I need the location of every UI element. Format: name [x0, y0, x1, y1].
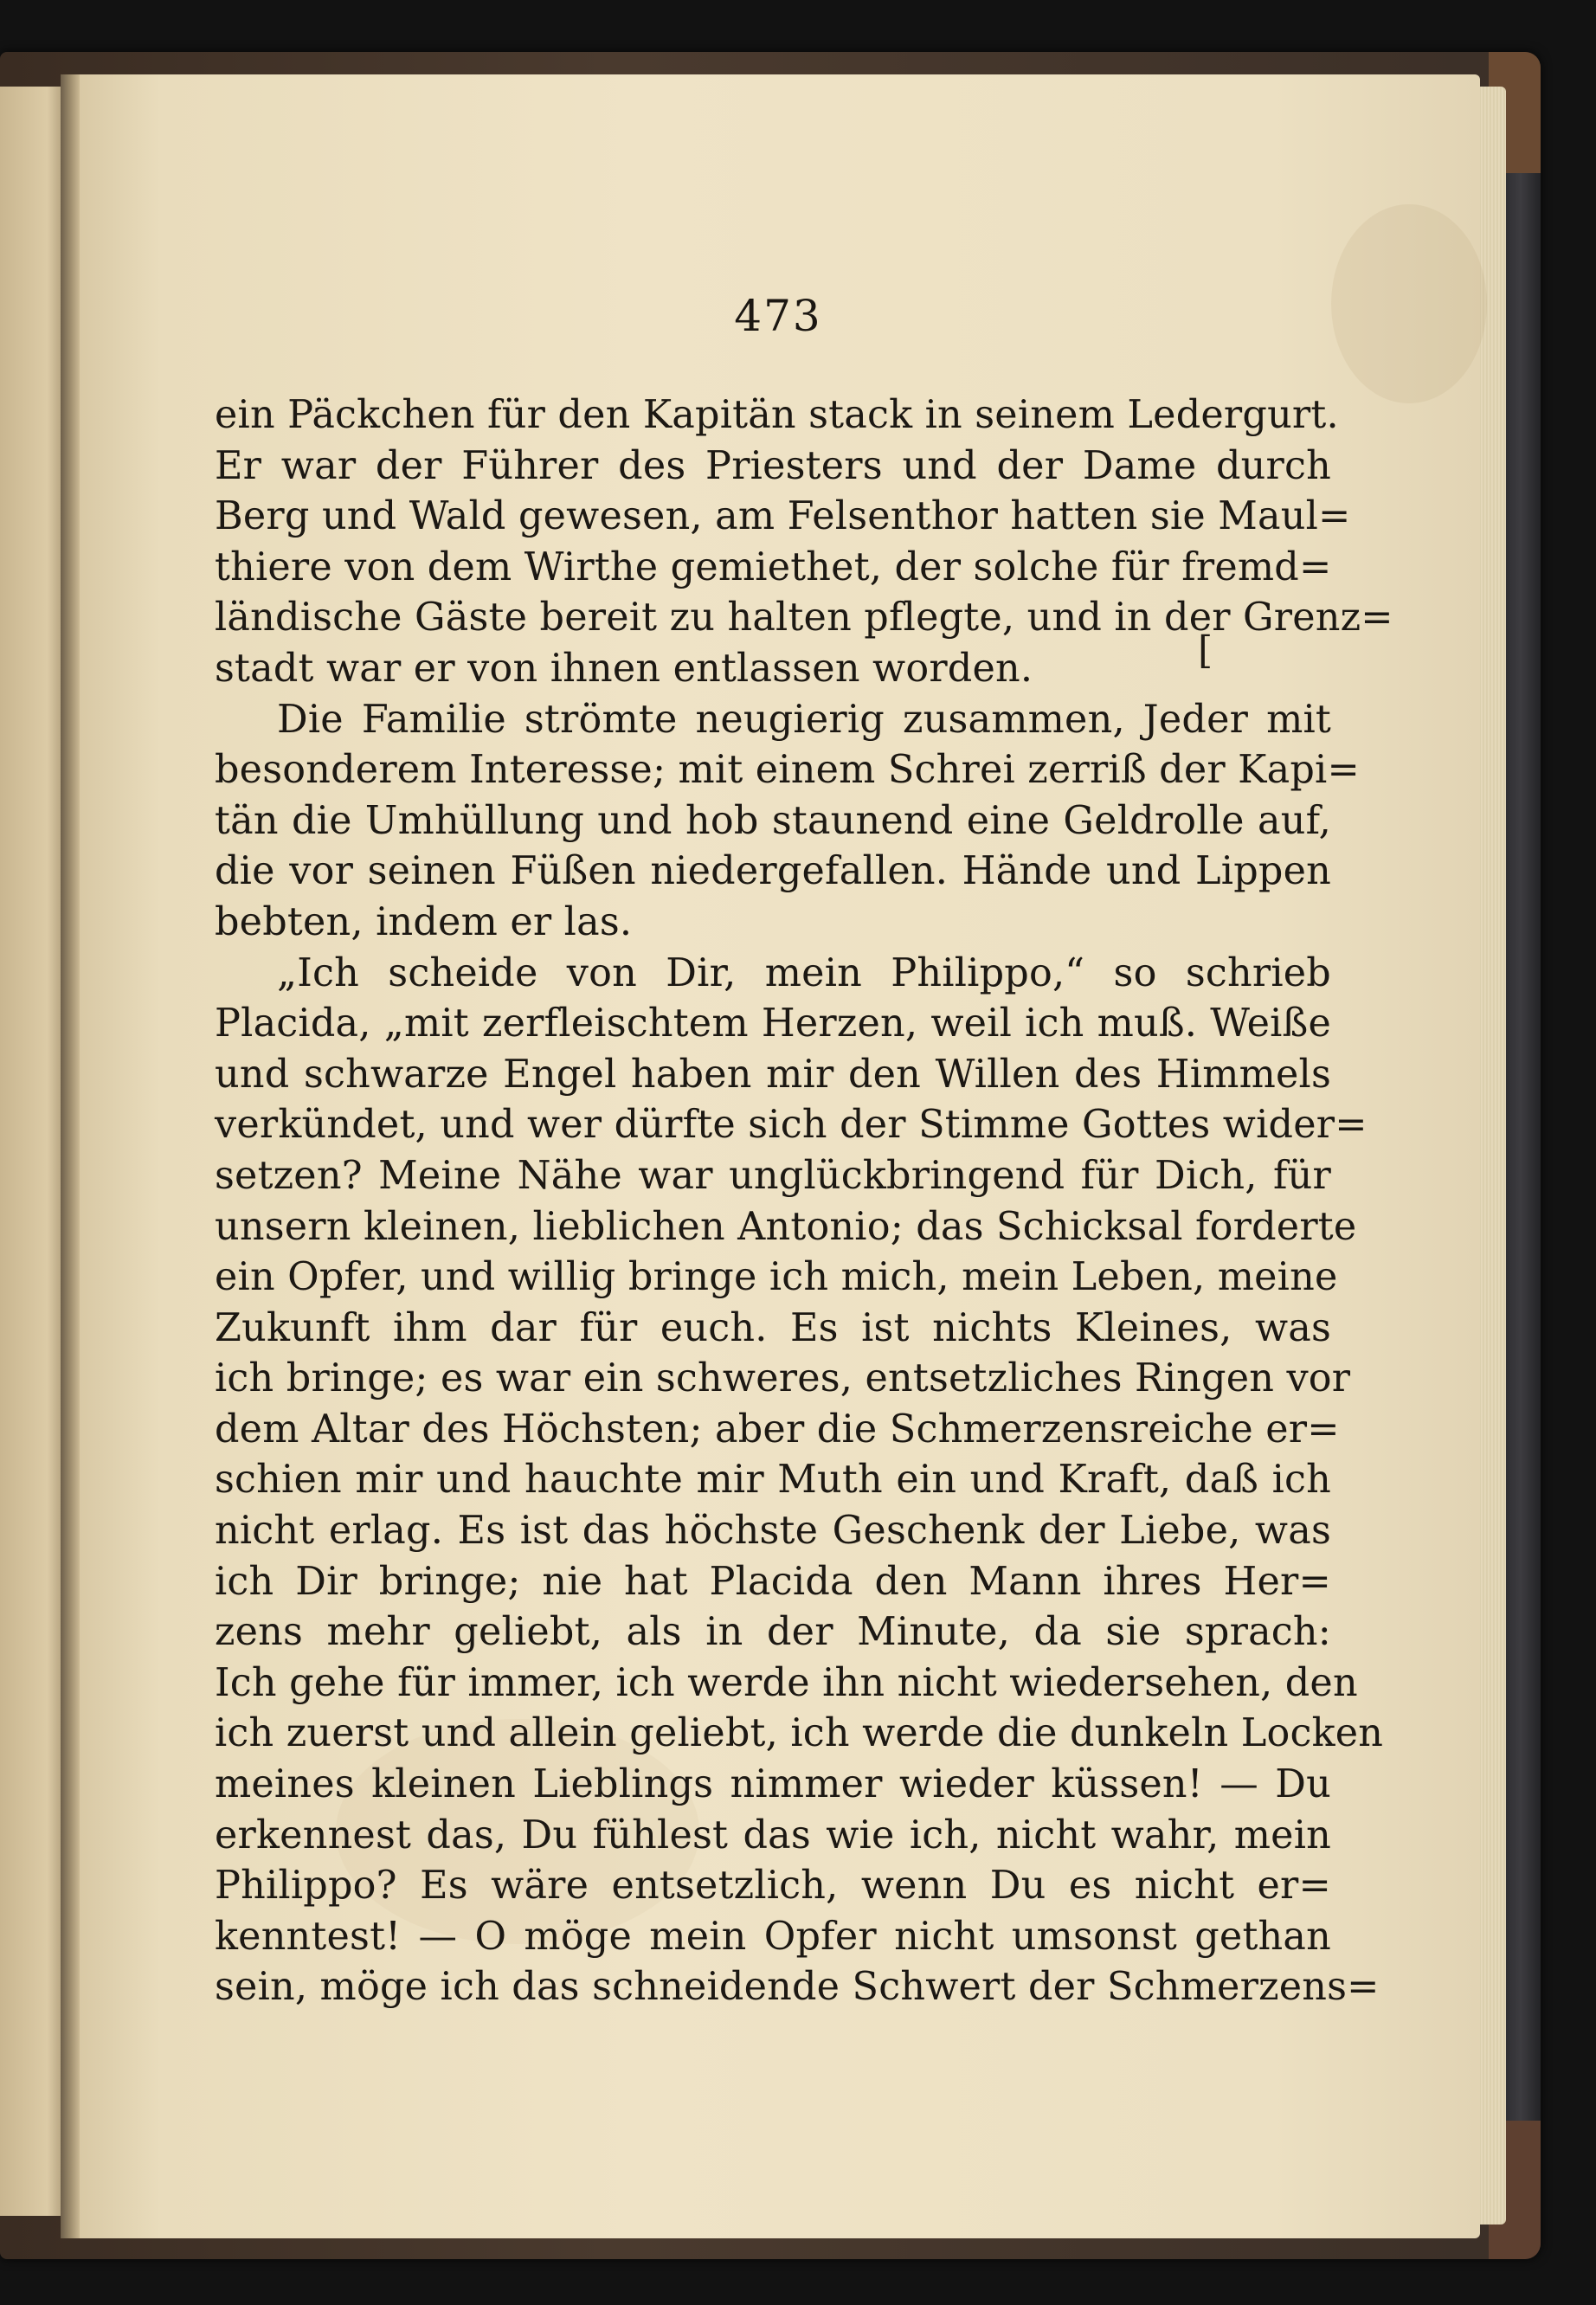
left-page-strip [0, 87, 68, 2216]
text-line: Placida, „mit zerfleischtem Herzen, weil ich muß. Weiße [215, 1001, 1331, 1046]
text-line: tän die Umhüllung und hob staunend eine Geldrolle auf, [215, 798, 1331, 843]
text-line: Berg und Wald gewesen, am Felsenthor hatten sie Maul= [215, 494, 1351, 539]
text-line: ländische Gäste bereit zu halten pflegte, und in der Grenz= [215, 596, 1393, 641]
text-line: stadt war er von ihnen entlassen worden. [215, 646, 1033, 691]
text-line: ein Opfer, und willig bringe ich mich, mein Leben, meine [215, 1255, 1338, 1300]
text-line: Philippo? Es wäre entsetzlich, wenn Du es nicht er= [215, 1864, 1331, 1909]
body-text [215, 390, 1393, 2013]
text-line: ein Päckchen für den Kapitän stack in seinem Ledergurt. [215, 393, 1339, 437]
margin-bracket: [ [1198, 628, 1213, 673]
text-line: schien mir und hauchte mir Muth ein und Kraft, daß ich [215, 1458, 1331, 1503]
text-line: unsern kleinen, lieblichen Antonio; das Schicksal forderte [215, 1204, 1357, 1249]
text-line: verkündet, und wer dürfte sich der Stimme Gottes wider= [215, 1103, 1368, 1148]
text-line: Er war der Führer des Priesters und der Dame durch [215, 443, 1331, 488]
cover-spine-edge [1501, 104, 1541, 2233]
text-line: thiere von dem Wirthe gemiethet, der solche für fremd= [215, 544, 1332, 589]
text-line: „Ich scheide von Dir, mein Philippo,“ so schrieb [277, 950, 1331, 995]
text-line: bebten, indem er las. [215, 899, 633, 944]
text-line: ich Dir bringe; nie hat Placida den Mann ihres Her= [215, 1559, 1331, 1604]
page-number: 473 [734, 291, 822, 341]
text-line: dem Altar des Höchsten; aber die Schmerzensreiche er= [215, 1407, 1340, 1452]
text-line: erkennest das, Du fühlest das wie ich, nicht wahr, mein [215, 1812, 1331, 1858]
page-gutter [61, 74, 80, 2238]
text-line: Ich gehe für immer, ich werde ihn nicht wiedersehen, den [215, 1660, 1358, 1705]
book [0, 35, 1549, 2268]
text-line: ich bringe; es war ein schweres, entsetzliches Ringen vor [215, 1356, 1351, 1401]
text-line: die vor seinen Füßen niedergefallen. Hände und Lippen [215, 849, 1331, 894]
text-line: nicht erlag. Es ist das höchste Geschenk der Liebe, was [215, 1509, 1331, 1554]
text-line: kenntest! — O möge mein Opfer nicht umsonst gethan [215, 1914, 1331, 1959]
text-line: Die Familie strömte neugierig zusammen, Jeder mit [277, 697, 1331, 742]
text-line: besonderem Interesse; mit einem Schrei zerriß der Kapi= [215, 748, 1360, 793]
text-line: Zukunft ihm dar für euch. Es ist nichts Kleines, was [215, 1305, 1331, 1350]
text-line: ich zuerst und allein geliebt, ich werde die dunkeln Locken [215, 1711, 1384, 1756]
book-page [76, 74, 1480, 2238]
text-line: zens mehr geliebt, als in der Minute, da sie sprach: [215, 1610, 1331, 1655]
text-line: setzen? Meine Nähe war unglückbringend für Dich, für [215, 1153, 1331, 1198]
text-line: meines kleinen Lieblings nimmer wieder küssen! — Du [215, 1762, 1331, 1807]
text-line: sein, möge ich das schneidende Schwert der Schmerzens= [215, 1965, 1380, 2010]
text-line: und schwarze Engel haben mir den Willen des Himmels [215, 1052, 1331, 1097]
